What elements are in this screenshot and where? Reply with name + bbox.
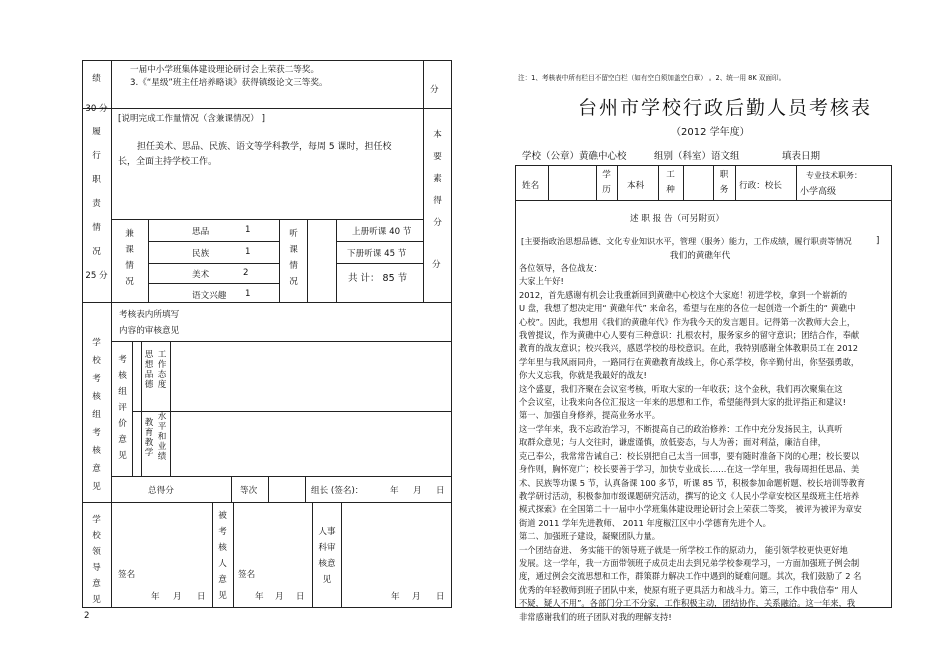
form-note: 注：1、考核表中所有栏目不留空白栏（如有空白须加盖空白章） 。2、统一用 8K 双面印。 xyxy=(518,74,786,82)
tech-title-value: 小学高级 xyxy=(800,187,837,197)
jianke-label: 兼 课 情 况 xyxy=(125,229,134,287)
report-note: [主要指政治思想品德、文化专业知识水平，管理（服务）能力，工作成绩，履行职责等情况 xyxy=(521,236,852,246)
report-title: 述 职 报 告（可另附页） xyxy=(630,214,725,224)
grade-label: 等次 xyxy=(240,486,258,496)
date-month: 月 xyxy=(275,592,284,602)
tech-title-label: 专业技术职务： xyxy=(806,171,862,180)
date-day: 日 xyxy=(197,592,206,602)
date-month: 月 xyxy=(173,592,182,602)
date-day: 日 xyxy=(436,592,445,602)
jianke-subject: 语文兴趣 xyxy=(192,291,227,301)
jianke-count: 1 xyxy=(245,225,251,235)
education-label: 学 历 xyxy=(602,170,611,195)
name-label: 姓名 xyxy=(522,181,540,191)
gongzuo-label: 工 作 态 度 xyxy=(157,350,167,390)
date-year: 年 xyxy=(391,592,400,602)
duty-text: 担任美术、思品、民族、语文等学科教学，每周 5 课时，担任校 长，全面主持学校工作。 xyxy=(118,142,392,167)
form-year: （2012 学年度） xyxy=(671,127,750,138)
group-field: 组别（科室）语文组 xyxy=(654,151,740,162)
tingke-label: 听 课 情 况 xyxy=(289,229,298,287)
hr-review-label: 人事 科审 核意 见 xyxy=(318,527,336,585)
review-note: 考核表内所填写 内容的审核意见 xyxy=(119,310,180,336)
education-value: 本科 xyxy=(627,181,645,191)
score-cell-label: 分 xyxy=(432,260,441,270)
report-body: 各位领导，各位战友： 大家上午好! 2012，首先感谢有机会让我重新回到黄礁中心校这个大家庭！初进学校，拿到一个崭新的 U 盘，我想了想决定用“ 黄礁年代” 来命名，希望与在座的各位一起创造一个新生的“ 黄礁中 心校”。因此，我想用《我们的黄礁年代》作为我今天的发言题目。记得第一次教师大会上， 我曾提议，作为黄礁中心人要有三种意识：扎根农村，服务家乡的留守意识；团结合作，奉献 教育的战友意识；校兴我兴，感恩学校的母校意识。在此，我特别感谢全体教职员工在 2012 学年里与我风雨同舟，一路同行在黄礁教育战线上，你心系学校，你辛勤付出，你坚强勇敢， 你大义忘我，你就是我最好的战友! 这个盛夏，我们齐聚在会议室考核，听取大家的一年收获；这个金秋，我们再次聚集在这 个会议室，让我来向各位汇报这一年来的思想和工作，希望能得到大家的批评指正和建议! 第一、加强自身修养，提高业务水平。 这一学年来，我不忘政治学习，不断提高自己的政治修养：工作中充分发扬民主，认真听 取群众意见；与人交往时，谦虚谨慎，放低姿态，与人为善；面对利益，廉洁自律， 克己奉公，我常常告诫自己：校长别把自己太当一回事，要有随时准备下岗的心理；校长要以 身作则，胸怀宽广；校长要善于学习，加快专业成长……在这一学年里，我每周担任思品、美 术、民族等功课 5 节，认真备课 100 多节，听课 85 节，积极参加命题析题、校长培训等教育 教学研讨活动，积极参加市级课题研究活动，撰写的论文《人民小学章安校区星级班主任培养 模式探索》在全国第二十一届中小学班集体建设理论研讨会上荣获二等奖， 被评为被评为章安 街道 2011 学年先进教师、 2011 年度椒江区中小学德育先进个人。 第二、加强班子建设，凝聚团队力量。 一个团结奋进、 务实能干的领导班子就是一所学校工作的原动力， 能引领学校更快更好地 发展。这一学年，我一方面带领班子成员走出去到兄弟学校参观学习，一方面加强班子例会制 度，通过例会交流思想和工作，群策群力解决工作中遇到的疑难问题。其次，我们鼓励了 2 名 优秀的年轻教师到班子团队中来，使原有班子更具活力和战斗力。第三，工作中我信奉“ 用人 不疑，疑人不用”。各部门分工不分家，工作积极主动，团结协作，关系融洽。这一年来，我 非常感谢我们的班子团队对我的理解支持! xyxy=(519,263,866,622)
date-month: 月 xyxy=(413,486,422,496)
date-day: 日 xyxy=(296,592,305,602)
form-title: 台州市学校行政后勤人员考核表 xyxy=(578,97,873,119)
perf-achievements: 一届中小学班集体建设理论研讨会上荣获二等奖。 3.《“星级”班主任培养略谈》获得镇级论文三等奖。 xyxy=(130,65,328,89)
date-year: 年 xyxy=(151,592,160,602)
jianke-count: 1 xyxy=(245,247,251,257)
date-month: 月 xyxy=(412,592,421,602)
leader-sign-label: 组长 (签名)： xyxy=(311,486,364,496)
leader-sign: 签名 xyxy=(118,570,136,580)
tingke-first: 上册听课 40 节 xyxy=(352,227,412,237)
person-sign: 签名 xyxy=(238,570,256,580)
jianke-count: 1 xyxy=(245,289,251,299)
total-score-label: 总得分 xyxy=(148,486,174,496)
school-leader-label: 学 校 领 导 意 见 xyxy=(92,515,101,605)
duty-label: 履 行 职 责 情 况 25 分 xyxy=(85,127,108,281)
jiaoyu-label: 教 育 教 学 xyxy=(144,418,154,458)
score-cell-label: 分 xyxy=(430,85,439,95)
jianke-count: 2 xyxy=(243,268,249,278)
review-group-label: 考 核 组 评 价 意 见 xyxy=(118,355,127,461)
element-score-label: 本 要 素 得 分 xyxy=(433,130,442,228)
duty-note: [说明完成工作量情况（含兼课情况） ] xyxy=(118,114,265,124)
post-value: 行政：校长 xyxy=(739,181,782,191)
tingke-total: 共 计： 85 节 xyxy=(348,273,408,284)
fill-date-field: 填表日期 xyxy=(782,151,821,162)
jianke-subject: 思品 xyxy=(192,227,210,237)
jianke-subject: 民族 xyxy=(192,249,210,259)
report-subtitle: 我们的黄礁年代 xyxy=(670,251,731,261)
page-number: 2 xyxy=(84,611,90,621)
perf-score-label: 绩 30 分 xyxy=(85,74,108,114)
post-label: 职 务 xyxy=(719,170,729,195)
tingke-second: 下册听课 45 节 xyxy=(347,249,407,259)
date-year: 年 xyxy=(390,486,399,496)
date-year: 年 xyxy=(255,592,264,602)
jianke-subject: 美术 xyxy=(192,270,210,280)
school-field: 学校（公章）黄礁中心校 xyxy=(522,151,627,162)
job-type-label: 工 种 xyxy=(666,170,675,195)
shuiping-label: 水 平 和 业 绩 xyxy=(157,412,167,462)
date-day: 日 xyxy=(436,486,445,496)
school-review-label: 学 校 考 核 组 考 核 意 见 xyxy=(92,338,101,492)
sixiang-label: 思 想 品 德 xyxy=(144,350,154,390)
person-opinion-label: 被 考 核 人 意 见 xyxy=(218,511,227,601)
report-note-end: ] xyxy=(876,236,880,246)
